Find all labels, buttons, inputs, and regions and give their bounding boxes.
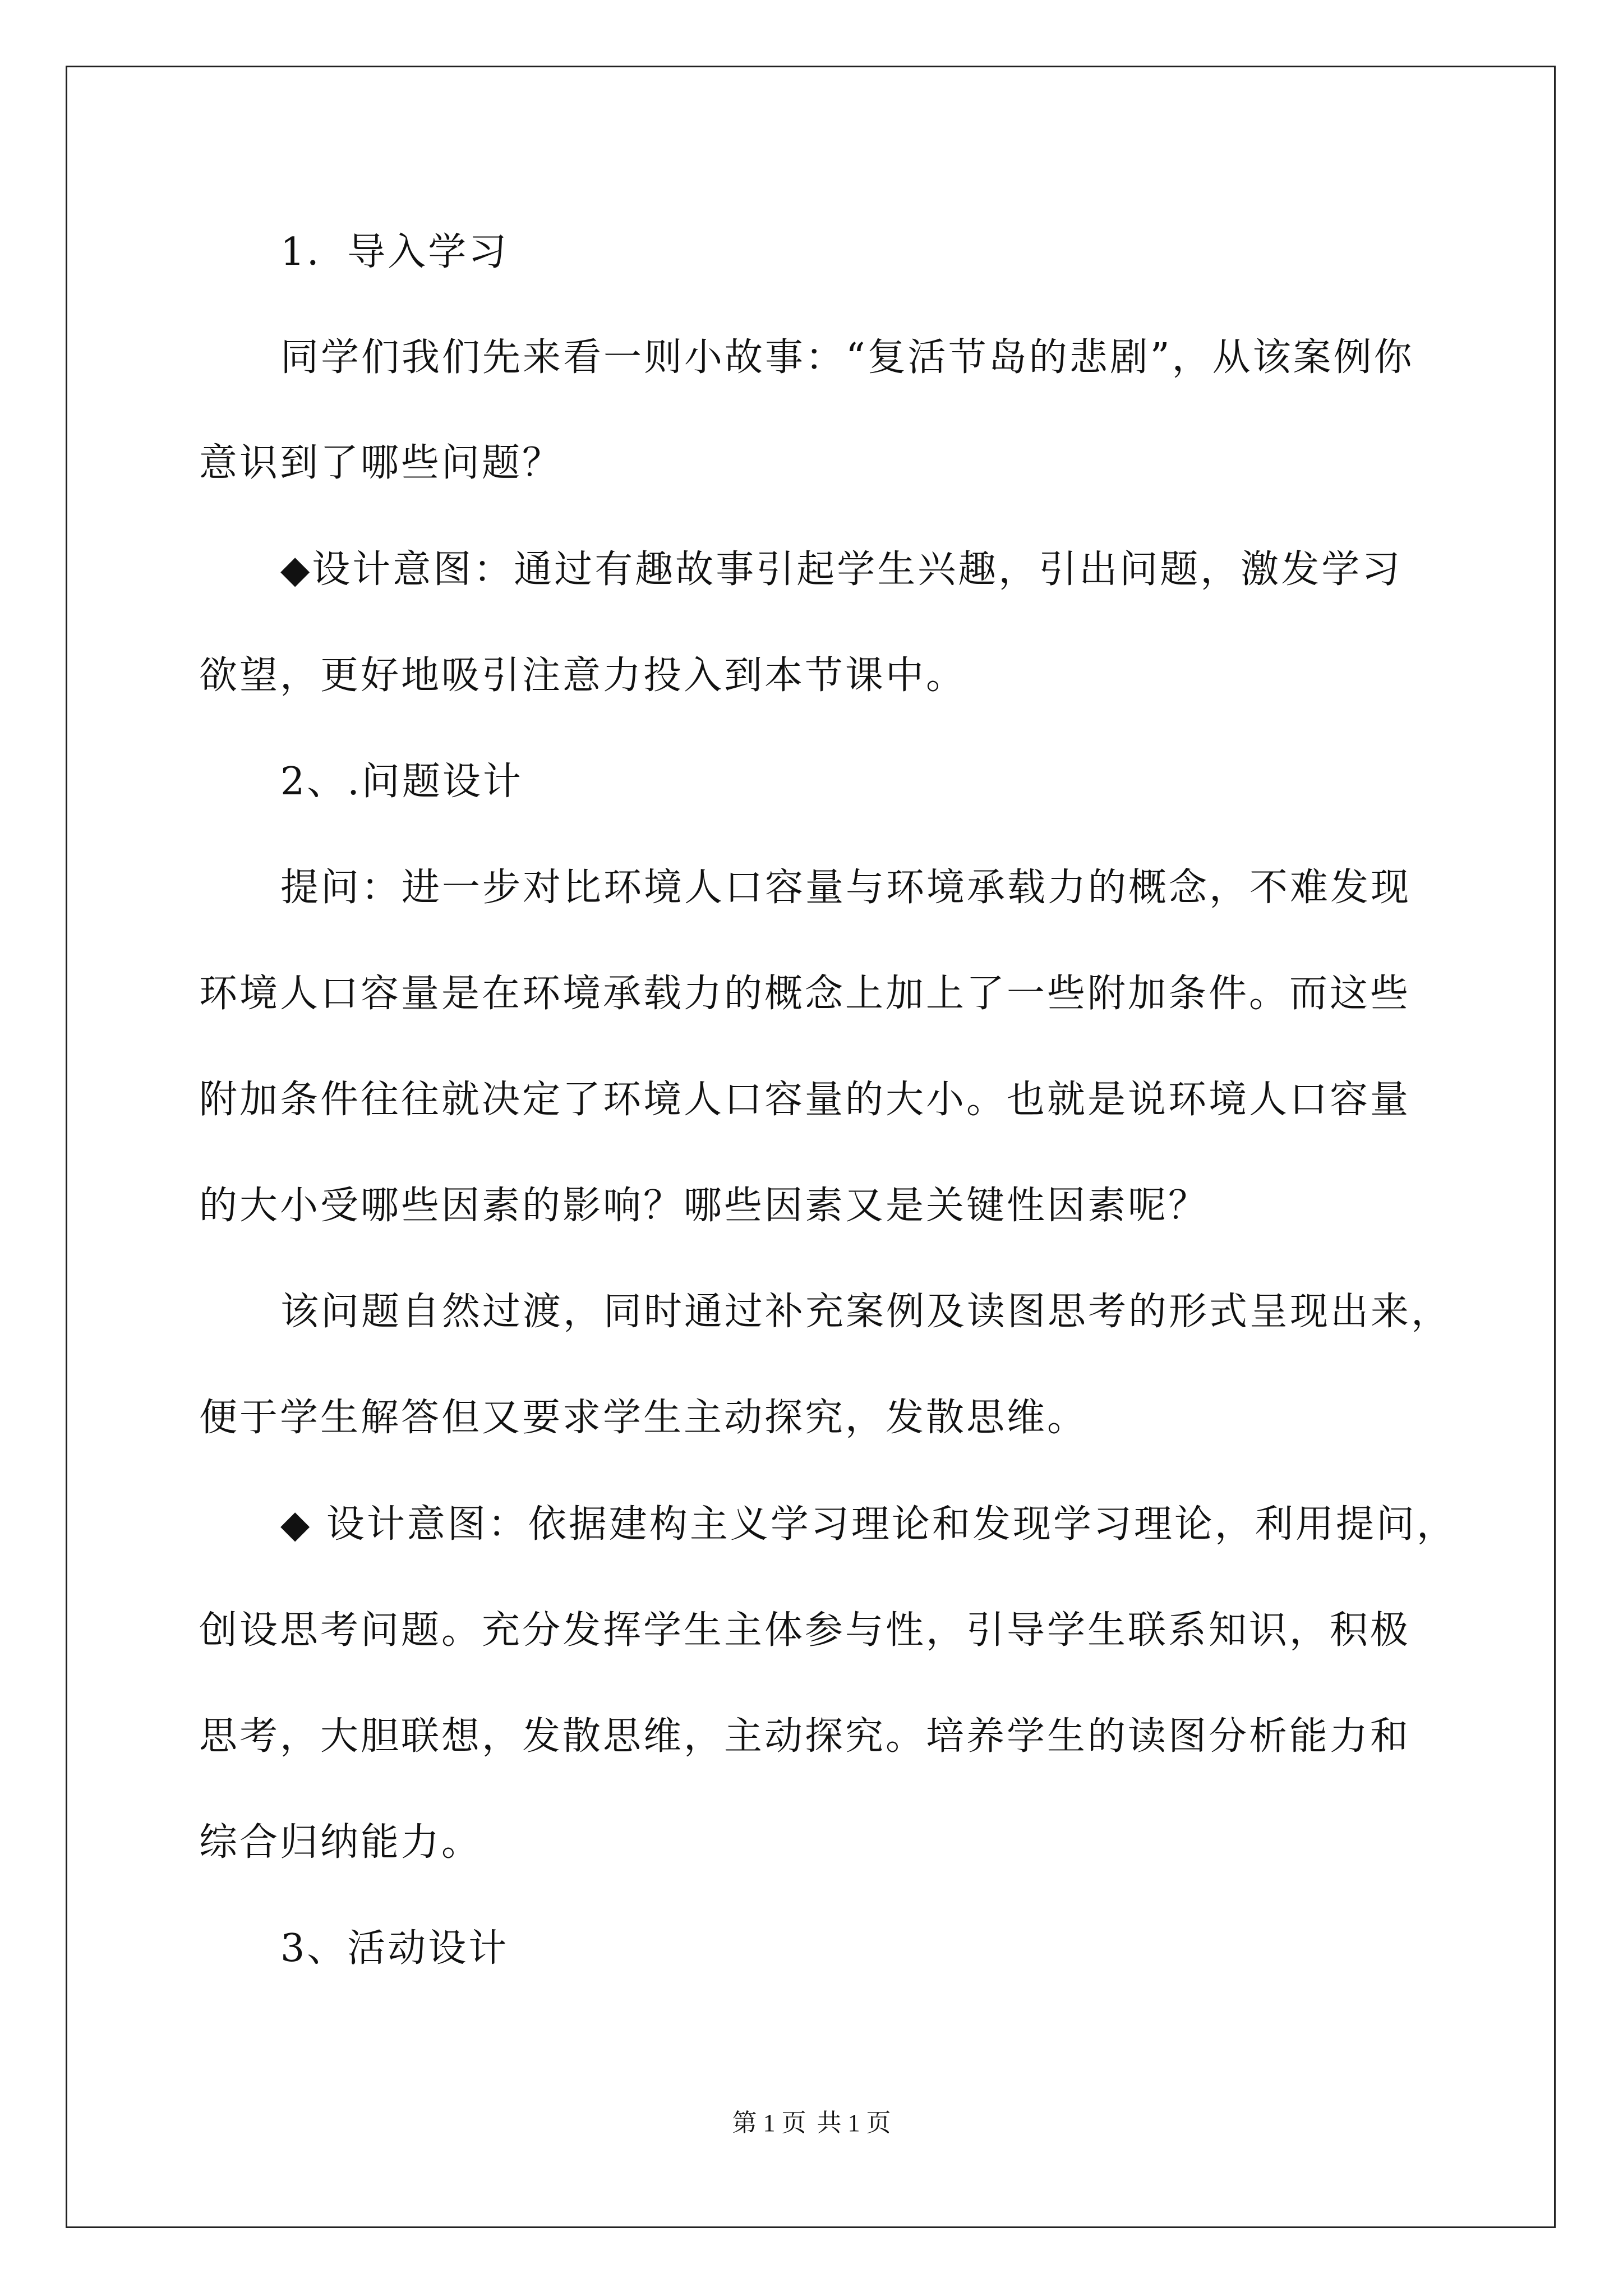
paragraph-line: 思考，大胆联想，发散思维，主动探究。培养学生的读图分析能力和 (199, 1714, 1411, 1759)
section-heading-3: 3、活动设计 (280, 1926, 509, 1971)
paragraph-line: 欲望，更好地吸引注意力投入到本节课中。 (199, 654, 967, 698)
paragraph-line: 意识到了哪些问题？ (199, 441, 563, 485)
paragraph-line: 综合归纳能力。 (199, 1820, 482, 1865)
paragraph-line: 创设思考问题。充分发挥学生主体参与性，引导学生联系知识，积极 (199, 1608, 1411, 1653)
section-heading-2: 2、.问题设计 (280, 760, 523, 804)
paragraph-line: 提问：进一步对比环境人口容量与环境承载力的概念，不难发现 (280, 866, 1412, 910)
page-footer (0, 2106, 1623, 2140)
paragraph-line: 该问题自然过渡，同时通过补充案例及读图思考的形式呈现出来， (280, 1290, 1452, 1334)
design-intent-line: ◆设计意图：通过有趣故事引起学生兴趣，引出问题，激发学习 (280, 547, 1403, 592)
paragraph-line: 附加条件往往就决定了环境人口容量的大小。也就是说环境人口容量 (199, 1078, 1411, 1122)
paragraph-line: 环境人口容量是在环境承载力的概念上加上了一些附加条件。而这些 (199, 972, 1411, 1016)
paragraph-line: 同学们我们先来看一则小故事：“复活节岛的悲剧”，从该案例你 (280, 335, 1414, 380)
section-heading-1: 1．导入学习 (280, 230, 509, 274)
page-number: 第 1 页 (732, 2109, 806, 2137)
page-border (66, 66, 1556, 2228)
page-total: 共 1 页 (817, 2109, 891, 2137)
paragraph-line: 的大小受哪些因素的影响？哪些因素又是关键性因素呢？ (199, 1184, 1209, 1228)
paragraph-line: 便于学生解答但又要求学生主动探究，发散思维。 (199, 1396, 1088, 1440)
design-intent-line: ◆ 设计意图：依据建构主义学习理论和发现学习理论，利用提问， (280, 1502, 1457, 1547)
